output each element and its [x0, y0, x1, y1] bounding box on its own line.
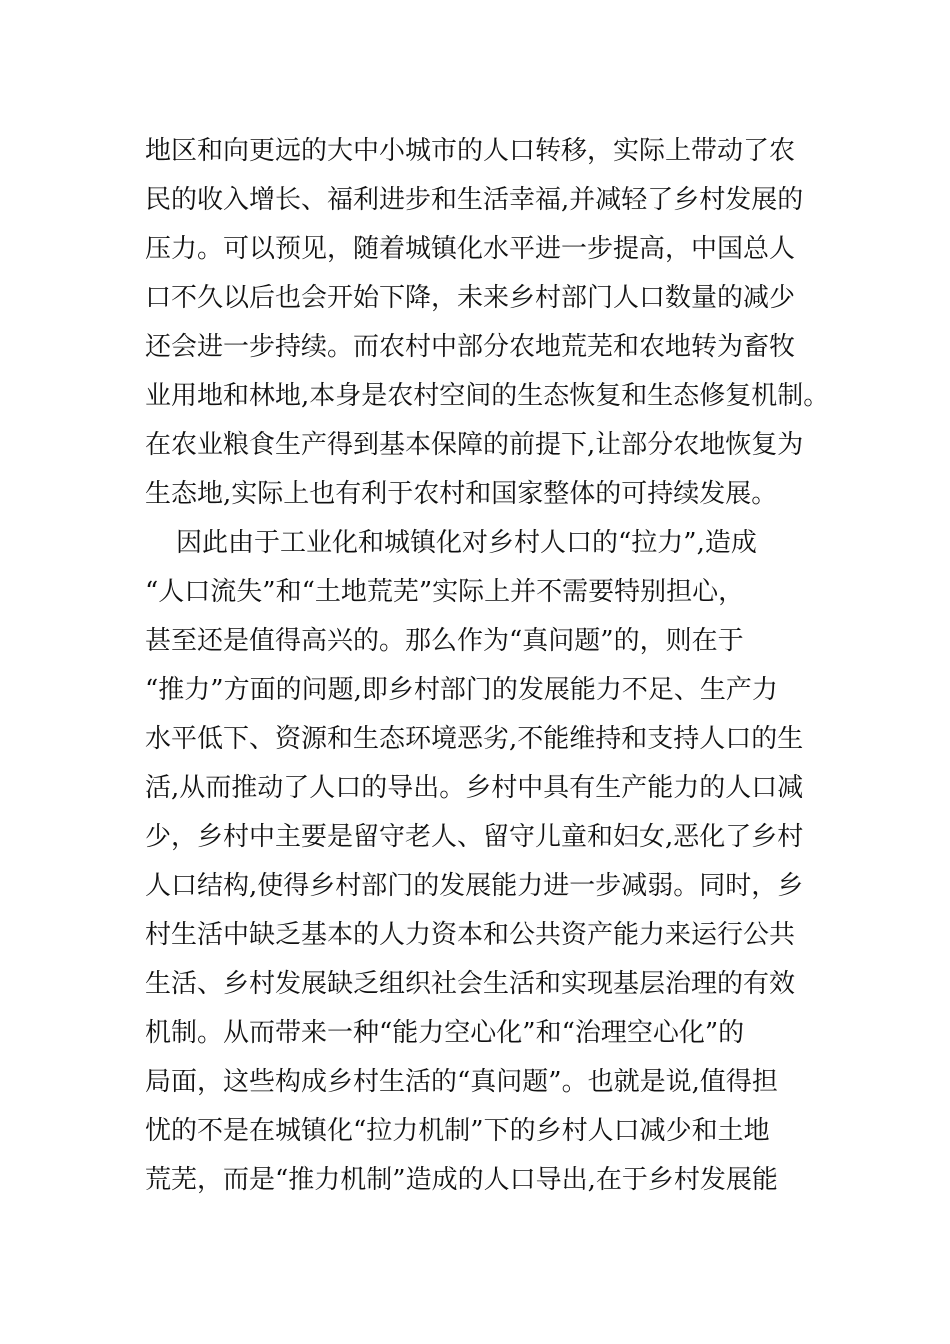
text-line: 人口结构,使得乡村部门的发展能力进一步减弱。同时，乡: [145, 871, 804, 901]
text-line: 活,从而推动了人口的导出。乡村中具有生产能力的人口减: [145, 773, 804, 803]
text-line: 水平低下、资源和生态环境恶劣,不能维持和支持人口的生: [145, 724, 804, 754]
text-line: 民的收入增长、福利进步和生活幸福,并减轻了乡村发展的: [145, 185, 804, 215]
text-line: 业用地和林地,本身是农村空间的生态恢复和生态修复机制。: [145, 381, 830, 411]
text-line: 局面，这些构成乡村生活的“真问题”。也就是说,值得担: [145, 1067, 778, 1097]
text-line: 口不久以后也会开始下降，未来乡村部门人口数量的减少: [145, 283, 796, 313]
paragraph-first-line: 因此由于工业化和城镇化对乡村人口的“拉力”,造成: [176, 528, 757, 558]
text-line: 村生活中缺乏基本的人力资本和公共资产能力来运行公共: [145, 920, 796, 950]
text-line: 忧的不是在城镇化“拉力机制”下的乡村人口减少和土地: [145, 1116, 770, 1146]
text-line: 生活、乡村发展缺乏组织社会生活和实现基层治理的有效: [145, 969, 796, 999]
text-line: 机制。从而带来一种“能力空心化”和“治理空心化”的: [145, 1018, 745, 1048]
text-line: 在农业粮食生产得到基本保障的前提下,让部分农地恢复为: [145, 430, 804, 460]
text-line: 地区和向更远的大中小城市的人口转移，实际上带动了农: [145, 136, 796, 166]
text-line: 压力。可以预见，随着城镇化水平进一步提高，中国总人: [145, 234, 796, 264]
text-line: 荒芜，而是“推力机制”造成的人口导出,在于乡村发展能: [145, 1165, 778, 1195]
text-line: 甚至还是值得高兴的。那么作为“真问题”的，则在于: [145, 626, 744, 656]
text-line: 少，乡村中主要是留守老人、留守儿童和妇女,恶化了乡村: [145, 822, 804, 852]
text-line: 还会进一步持续。而农村中部分农地荒芜和农地转为畜牧: [145, 332, 796, 362]
text-line: “人口流失”和“土地荒芜”实际上并不需要特别担心，: [145, 577, 745, 607]
text-line: “推力”方面的问题,即乡村部门的发展能力不足、生产力: [145, 675, 778, 705]
text-line: 生态地,实际上也有利于农村和国家整体的可持续发展。: [145, 479, 778, 509]
